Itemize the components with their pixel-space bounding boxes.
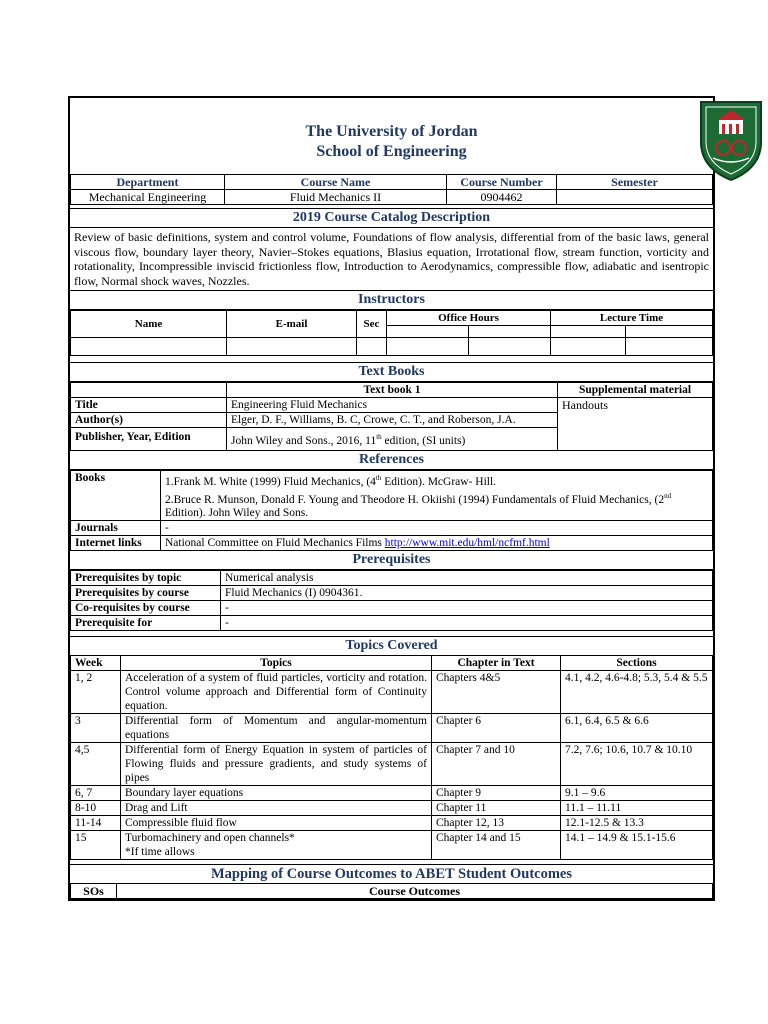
chapter-cell: Chapter 14 and 15: [432, 831, 561, 860]
catalog-title: 2019 Course Catalog Description: [70, 208, 713, 228]
instructors-title: Instructors: [70, 290, 713, 310]
prereq-topic-label: Prerequisites by topic: [71, 571, 221, 586]
table-row: [71, 831, 713, 860]
course-info-table: [70, 174, 713, 205]
course-name-value: Fluid Mechanics II: [225, 190, 447, 205]
mapping-title: Mapping of Course Outcomes to ABET Student Outcomes: [70, 864, 713, 883]
sections-cell: 7.2, 7.6; 10.6, 10.7 & 10.10: [561, 743, 713, 786]
university-title-block: [70, 122, 713, 162]
week-cell: 15: [71, 831, 121, 860]
textbook-publisher: John Wiley and Sons., 2016, 11th edition, (SI units): [227, 428, 558, 451]
document-header: [70, 98, 713, 174]
prereq-course-value: Fluid Mechanics (I) 0904361.: [221, 586, 713, 601]
sections-cell: 11.1 – 11.11: [561, 801, 713, 816]
topic-cell: Drag and Lift: [121, 801, 432, 816]
textbooks-title: Text Books: [70, 362, 713, 382]
prereq-topic-value: Numerical analysis: [221, 571, 713, 586]
table-row: [71, 743, 713, 786]
supplemental-value: Handouts: [558, 398, 713, 451]
sections-cell: 14.1 – 14.9 & 15.1-15.6: [561, 831, 713, 860]
instructor-email-header: E-mail: [227, 311, 357, 338]
table-row: [71, 801, 713, 816]
publisher-label: Publisher, Year, Edition: [71, 428, 227, 451]
references-title: References: [70, 451, 713, 470]
course-number-label: Course Number: [447, 175, 557, 190]
topics-chapter-header: Chapter in Text: [432, 656, 561, 671]
journals-label: Journals: [71, 521, 161, 536]
topics-topic-header: Topics: [121, 656, 432, 671]
week-cell: 8-10: [71, 801, 121, 816]
chapter-cell: Chapter 6: [432, 714, 561, 743]
week-cell: 4,5: [71, 743, 121, 786]
textbook-title: Engineering Fluid Mechanics: [227, 398, 558, 413]
university-logo-icon: [697, 96, 765, 182]
sections-cell: 6.1, 6.4, 6.5 & 6.6: [561, 714, 713, 743]
sections-cell: 9.1 – 9.6: [561, 786, 713, 801]
references-table: [70, 470, 713, 552]
school-name: School of Engineering: [316, 143, 467, 160]
topic-cell: Differential form of Momentum and angular-momentum equations: [121, 714, 432, 743]
topics-footnote: *If time allows: [125, 846, 195, 859]
chapter-cell: Chapter 12, 13: [432, 816, 561, 831]
office-hours-header: Office Hours: [387, 311, 551, 326]
books-label: Books: [71, 470, 161, 521]
instructor-sec-header: Sec: [357, 311, 387, 338]
internet-links-label: Internet links: [71, 536, 161, 551]
supplemental-label: Supplemental material: [558, 383, 713, 398]
semester-value: [557, 190, 713, 205]
topic-cell: Turbomachinery and open channels* *If time allows: [121, 831, 432, 860]
topic-cell: Compressible fluid flow: [121, 816, 432, 831]
textbook-authors: Elger, D. F., Williams, B. C, Crowe, C. T., and Roberson, J.A.: [227, 413, 558, 428]
week-cell: 6, 7: [71, 786, 121, 801]
reference-books: [161, 470, 713, 521]
prerequisites-table: [70, 570, 713, 631]
instructor-name-header: Name: [71, 311, 227, 338]
semester-label: Semester: [557, 175, 713, 190]
sections-cell: 12.1-12.5 & 13.3: [561, 816, 713, 831]
course-name-label: Course Name: [225, 175, 447, 190]
topic-cell: Acceleration of a system of fluid particles, vorticity and rotation. Control volume approach and Differential form of Continuity equation.: [121, 671, 432, 714]
ncfmf-link[interactable]: http://www.mit.edu/hml/ncfmf.html: [384, 537, 550, 550]
prereq-course-label: Prerequisites by course: [71, 586, 221, 601]
textbooks-table: [70, 382, 713, 451]
authors-label: Author(s): [71, 413, 227, 428]
journals-value: -: [161, 521, 713, 536]
chapter-cell: Chapters 4&5: [432, 671, 561, 714]
instructors-table: [70, 310, 713, 356]
table-row: [71, 671, 713, 714]
topics-table: [70, 655, 713, 860]
department-label: Department: [71, 175, 225, 190]
prereq-for-value: -: [221, 616, 713, 631]
topics-title: Topics Covered: [70, 636, 713, 655]
catalog-description: Review of basic definitions, system and control volume, Foundations of flow analysis, differential from of the basic laws, general viscous flow, boundary layer theory, Navier–Stokes equations, Blasius equation, Irrotational flow, stream function, vorticity and rotationality, Incompressible inviscid frictionless flow, Introduction to Aerodynamics, compressible flow, adiabatic and isentropic flow, Normal shock waves, Nozzles.: [74, 230, 709, 288]
reference-book-1: 1.Frank M. White (1999) Fluid Mechanics, (4th Edition). McGraw- Hill.: [165, 473, 497, 488]
title-label: Title: [71, 398, 227, 413]
week-cell: 3: [71, 714, 121, 743]
internet-links-value: National Committee on Fluid Mechanics Films http://www.mit.edu/hml/ncfmf.html: [161, 536, 713, 551]
course-syllabus-document: [68, 96, 715, 901]
chapter-cell: Chapter 7 and 10: [432, 743, 561, 786]
table-row: [71, 714, 713, 743]
textbook-1-label: Text book 1: [227, 383, 558, 398]
topic-cell: Differential form of Energy Equation in system of particles of Flowing fluids and pressure gradients, and study systems of pipes: [121, 743, 432, 786]
sos-header: SOs: [71, 884, 117, 899]
prereq-for-label: Prerequisite for: [71, 616, 221, 631]
topics-sections-header: Sections: [561, 656, 713, 671]
coreq-course-value: -: [221, 601, 713, 616]
table-row: [71, 786, 713, 801]
mapping-table: [70, 883, 713, 899]
lecture-time-header: Lecture Time: [551, 311, 713, 326]
topics-week-header: Week: [71, 656, 121, 671]
reference-book-2: 2.Bruce R. Munson, Donald F. Young and Theodore H. Okiishi (1994) Fundamentals of Fluid Mechanics, (2nd Edition). John Wiley and Sons.: [165, 491, 672, 520]
table-row: [71, 816, 713, 831]
topic-cell: Boundary layer equations: [121, 786, 432, 801]
course-outcomes-header: Course Outcomes: [117, 884, 713, 899]
week-cell: 1, 2: [71, 671, 121, 714]
university-name: The University of Jordan: [305, 123, 478, 140]
course-number-value: 0904462: [447, 190, 557, 205]
coreq-course-label: Co-requisites by course: [71, 601, 221, 616]
chapter-cell: Chapter 11: [432, 801, 561, 816]
sections-cell: 4.1, 4.2, 4.6-4.8; 5.3, 5.4 & 5.5: [561, 671, 713, 714]
chapter-cell: Chapter 9: [432, 786, 561, 801]
prerequisites-title: Prerequisites: [70, 551, 713, 570]
week-cell: 11-14: [71, 816, 121, 831]
department-value: Mechanical Engineering: [71, 190, 225, 205]
